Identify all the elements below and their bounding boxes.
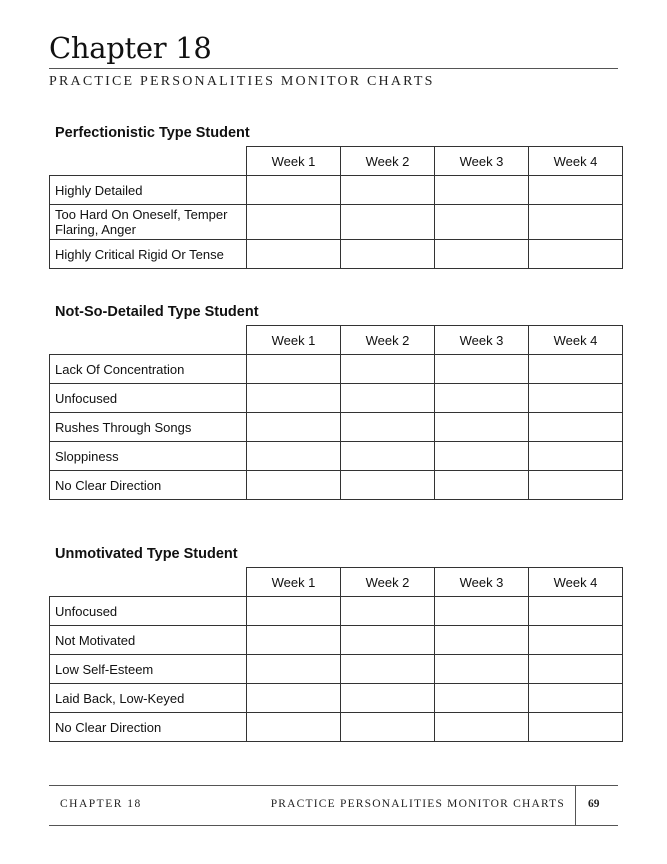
table-header-row: [50, 147, 623, 176]
footer-divider: [575, 786, 576, 825]
section-title-unmotivated: Unmotivated Type Student: [55, 546, 238, 562]
chart-cell[interactable]: [529, 442, 623, 471]
chart-cell[interactable]: [435, 471, 529, 500]
week-header: Week 3: [435, 147, 529, 176]
row-label: Laid Back, Low-Keyed: [50, 684, 247, 713]
table-row: [50, 713, 623, 742]
header-rule: [49, 68, 618, 69]
row-label: Sloppiness: [50, 442, 247, 471]
chart-cell[interactable]: [341, 240, 435, 269]
chart-cell[interactable]: [435, 442, 529, 471]
chart-cell[interactable]: [529, 355, 623, 384]
header-blank-cell: [50, 147, 247, 176]
table-row: [50, 176, 623, 205]
chart-cell[interactable]: [247, 384, 341, 413]
footer-section-title: PRACTICE PERSONALITIES MONITOR CHARTS: [270, 798, 565, 810]
chart-cell[interactable]: [341, 684, 435, 713]
row-label: Rushes Through Songs: [50, 413, 247, 442]
week-header: Week 1: [247, 326, 341, 355]
perfectionistic-chart: [49, 146, 623, 269]
week-header: Week 3: [435, 326, 529, 355]
chart-cell[interactable]: [247, 713, 341, 742]
chart-cell[interactable]: [435, 176, 529, 205]
week-header: Week 4: [529, 568, 623, 597]
week-header: Week 2: [341, 568, 435, 597]
chart-cell[interactable]: [247, 205, 341, 240]
chart-cell[interactable]: [529, 713, 623, 742]
chart-cell[interactable]: [247, 176, 341, 205]
not-so-detailed-chart: [49, 325, 623, 500]
chart-cell[interactable]: [247, 597, 341, 626]
chapter-title: Chapter 18: [49, 31, 212, 65]
table-row: [50, 626, 623, 655]
chart-cell[interactable]: [435, 355, 529, 384]
table-row: [50, 655, 623, 684]
section-title-perfectionistic: Perfectionistic Type Student: [55, 125, 250, 141]
row-label: No Clear Direction: [50, 713, 247, 742]
row-label: Too Hard On Oneself, Temper Flaring, Anger: [50, 205, 247, 240]
chart-cell[interactable]: [341, 597, 435, 626]
table-row: [50, 384, 623, 413]
chart-cell[interactable]: [435, 684, 529, 713]
chart-cell[interactable]: [247, 626, 341, 655]
table-row: [50, 413, 623, 442]
chart-cell[interactable]: [247, 442, 341, 471]
unmotivated-chart: [49, 567, 623, 742]
table-row: [50, 442, 623, 471]
chart-cell[interactable]: [247, 355, 341, 384]
week-header: Week 2: [341, 326, 435, 355]
chart-cell[interactable]: [435, 205, 529, 240]
chart-cell[interactable]: [247, 471, 341, 500]
chart-cell[interactable]: [529, 655, 623, 684]
chart-cell[interactable]: [529, 626, 623, 655]
row-label: Highly Detailed: [50, 176, 247, 205]
chart-cell[interactable]: [529, 597, 623, 626]
chart-cell[interactable]: [529, 684, 623, 713]
page-number: 69: [588, 798, 600, 810]
chart-cell[interactable]: [341, 471, 435, 500]
row-label: Lack Of Concentration: [50, 355, 247, 384]
chart-cell[interactable]: [247, 684, 341, 713]
row-label: Not Motivated: [50, 626, 247, 655]
chart-cell[interactable]: [435, 626, 529, 655]
week-header: Week 3: [435, 568, 529, 597]
table-header-row: [50, 568, 623, 597]
table-row: [50, 205, 623, 240]
table-row: [50, 597, 623, 626]
week-header: Week 4: [529, 147, 623, 176]
footer-chapter-label: CHAPTER 18: [60, 798, 142, 810]
header-blank-cell: [50, 568, 247, 597]
chart-cell[interactable]: [341, 626, 435, 655]
chart-cell[interactable]: [435, 384, 529, 413]
chart-cell[interactable]: [341, 413, 435, 442]
chart-cell[interactable]: [529, 205, 623, 240]
header-blank-cell: [50, 326, 247, 355]
chart-cell[interactable]: [435, 240, 529, 269]
chart-cell[interactable]: [341, 384, 435, 413]
chart-cell[interactable]: [529, 471, 623, 500]
chart-cell[interactable]: [435, 413, 529, 442]
chart-cell[interactable]: [529, 413, 623, 442]
table-row: [50, 355, 623, 384]
row-label: Low Self-Esteem: [50, 655, 247, 684]
chart-cell[interactable]: [529, 384, 623, 413]
chart-cell[interactable]: [435, 597, 529, 626]
chart-cell[interactable]: [529, 176, 623, 205]
chart-cell[interactable]: [529, 240, 623, 269]
chapter-subtitle: PRACTICE PERSONALITIES MONITOR CHARTS: [49, 74, 435, 89]
table-row: [50, 684, 623, 713]
chart-cell[interactable]: [247, 655, 341, 684]
row-label: Unfocused: [50, 597, 247, 626]
chart-cell[interactable]: [341, 355, 435, 384]
table-header-row: [50, 326, 623, 355]
chart-cell[interactable]: [435, 655, 529, 684]
week-header: Week 2: [341, 147, 435, 176]
week-header: Week 1: [247, 568, 341, 597]
footer-top-rule: [49, 785, 618, 786]
row-label: No Clear Direction: [50, 471, 247, 500]
chart-cell[interactable]: [341, 655, 435, 684]
chart-cell[interactable]: [341, 713, 435, 742]
chart-cell[interactable]: [341, 442, 435, 471]
week-header: Week 4: [529, 326, 623, 355]
chart-cell[interactable]: [247, 240, 341, 269]
row-label: Unfocused: [50, 384, 247, 413]
chart-cell[interactable]: [435, 713, 529, 742]
chart-cell[interactable]: [341, 205, 435, 240]
table-row: [50, 240, 623, 269]
section-title-not-so-detailed: Not-So-Detailed Type Student: [55, 304, 259, 320]
chart-cell[interactable]: [247, 413, 341, 442]
chart-cell[interactable]: [341, 176, 435, 205]
footer-bottom-rule: [49, 825, 618, 826]
row-label: Highly Critical Rigid Or Tense: [50, 240, 247, 269]
week-header: Week 1: [247, 147, 341, 176]
table-row: [50, 471, 623, 500]
